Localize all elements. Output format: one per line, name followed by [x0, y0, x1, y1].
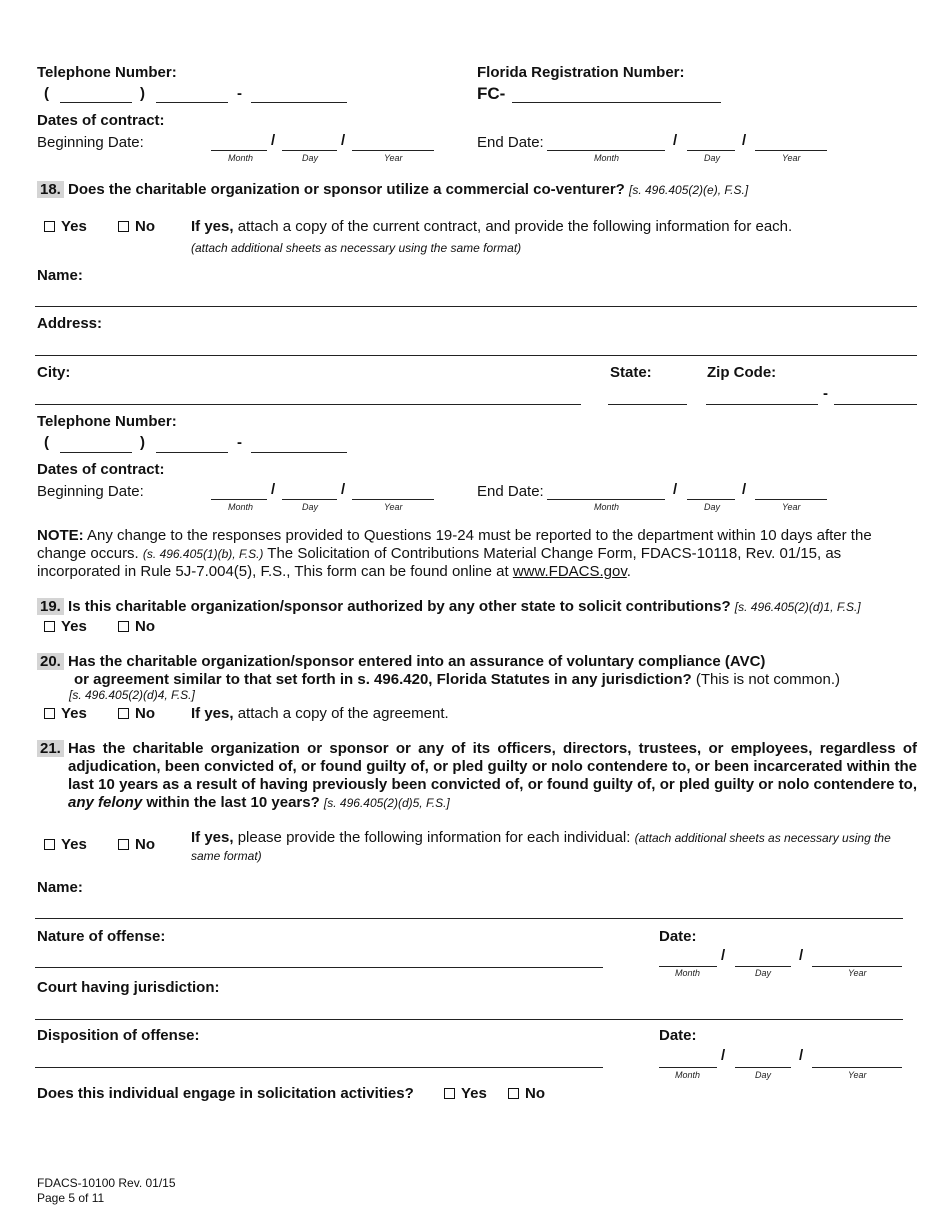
q18-zip4-field[interactable]: [834, 404, 917, 405]
year-caption: Year: [782, 153, 801, 163]
q21-ifyes-note: (attach additional sheets as necessary using the same format): [191, 831, 891, 863]
registration-number-field[interactable]: [512, 102, 721, 103]
q18-telephone-label: Telephone Number:: [37, 413, 177, 430]
month-caption: Month: [228, 153, 254, 163]
q21-number-badge: [37, 740, 64, 757]
open-paren: (: [44, 434, 49, 451]
dash: -: [237, 85, 242, 102]
slash: /: [742, 481, 747, 498]
slash: /: [673, 481, 678, 498]
q18-ifyes-bold: If yes,: [191, 218, 234, 235]
slash: /: [742, 132, 747, 149]
telephone-label: Telephone Number:: [37, 64, 177, 81]
q20-extra: (This is not common.): [691, 671, 841, 688]
dash: -: [823, 385, 828, 402]
year-caption: Year: [848, 1070, 867, 1080]
q18-dates-label: Dates of contract:: [37, 461, 165, 478]
q18-begin-year-field[interactable]: [352, 499, 434, 500]
q18-city-field[interactable]: [35, 404, 581, 405]
checkbox-icon[interactable]: [44, 621, 55, 632]
begin-day-field[interactable]: [282, 150, 337, 151]
q18-no-label: No: [135, 218, 155, 235]
q18-ifyes: [191, 218, 792, 235]
q21-disposition-day-field[interactable]: [735, 1067, 791, 1068]
q20-question-line1: [37, 653, 765, 670]
q20-ifyes-bold: If yes,: [191, 705, 234, 722]
q18-end-year-field[interactable]: [755, 499, 827, 500]
fc-prefix: FC-: [477, 84, 506, 103]
q21-offense-year-field[interactable]: [812, 966, 902, 967]
q20-question-line2: [74, 671, 840, 688]
q21-disposition-label: Disposition of offense:: [37, 1027, 200, 1044]
day-caption: Day: [302, 153, 319, 163]
q18-ifyes-text: attach a copy of the current contract, and provide the following information for each.: [233, 218, 793, 235]
checkbox-icon[interactable]: [118, 708, 129, 719]
checkbox-icon[interactable]: [118, 221, 129, 232]
slash: /: [721, 947, 726, 964]
q19-question: [37, 598, 861, 615]
year-caption: Year: [848, 968, 867, 978]
q20-yes-label: Yes: [61, 705, 87, 722]
q21-ifyes-bold: If yes,: [191, 829, 234, 846]
q21-number: 21.: [37, 740, 64, 757]
fdacs-link[interactable]: www.FDACS.gov: [512, 563, 627, 580]
slash: /: [799, 1047, 804, 1064]
area-code-field[interactable]: [60, 102, 132, 103]
end-date-label: End Date:: [477, 134, 544, 151]
q21-yes-option[interactable]: [44, 836, 87, 853]
q21-sol-yes-option[interactable]: [444, 1085, 487, 1102]
day-caption: Day: [302, 502, 319, 512]
q21-sol-no-label: No: [525, 1085, 545, 1102]
footer-page-number: Page 5 of 11: [37, 1191, 105, 1205]
q21-text: within the last 10 years?: [142, 794, 320, 811]
year-caption: Year: [782, 502, 801, 512]
q21-disposition-field[interactable]: [35, 1067, 603, 1068]
q18-no-option[interactable]: [118, 218, 155, 235]
note-end: .: [626, 563, 631, 580]
registration-label: Florida Registration Number:: [477, 64, 685, 81]
q21-question: [68, 740, 917, 812]
q18-area-code-field[interactable]: [60, 452, 132, 453]
q21-solicitation-question: Does this individual engage in solicitation activities?: [37, 1085, 414, 1102]
slash: /: [673, 132, 678, 149]
checkbox-icon[interactable]: [508, 1088, 519, 1099]
q21-no-label: No: [135, 836, 155, 853]
q18-name-label: Name:: [37, 267, 83, 284]
q21-ifyes: [191, 829, 917, 865]
q21-name-label: Name:: [37, 879, 83, 896]
checkbox-icon[interactable]: [44, 708, 55, 719]
q21-court-field[interactable]: [35, 1019, 903, 1020]
q20-yes-option[interactable]: [44, 705, 87, 722]
day-caption: Day: [755, 1070, 772, 1080]
checkbox-icon[interactable]: [44, 221, 55, 232]
q20-ifyes: [191, 705, 449, 722]
close-paren: ): [140, 85, 145, 102]
q18-begin-day-field[interactable]: [282, 499, 337, 500]
checkbox-icon[interactable]: [118, 839, 129, 850]
slash: /: [341, 132, 346, 149]
q18-text: Does the charitable organization or sponsor utilize a commercial co-venturer?: [68, 181, 625, 198]
q18-phone-prefix-field[interactable]: [156, 452, 228, 453]
q18-address-label: Address:: [37, 315, 103, 332]
dates-of-contract-label: Dates of contract:: [37, 112, 165, 129]
q18-yes-label: Yes: [61, 218, 87, 235]
note-paragraph: [37, 527, 917, 581]
q18-state-field[interactable]: [608, 404, 687, 405]
q18-end-month-field[interactable]: [547, 499, 665, 500]
q20-text: Has the charitable organization/sponsor entered into an assurance of voluntary compliance (AVC): [68, 653, 766, 670]
note-text: The Solicitation of Contributions Material Change Form, FDACS-10118, Rev. 01/15, as incorporated in Rule 5J-7.004(5), F.S., This form can be found online at: [37, 545, 842, 580]
q21-emphasis: any felony: [68, 794, 143, 811]
q20-number: 20.: [37, 653, 64, 670]
slash: /: [271, 132, 276, 149]
q21-yes-label: Yes: [61, 836, 87, 853]
slash: /: [271, 481, 276, 498]
day-caption: Day: [704, 153, 721, 163]
q18-zip-label: Zip Code:: [707, 364, 777, 381]
q19-no-label: No: [135, 618, 155, 635]
day-caption: Day: [704, 502, 721, 512]
q20-ifyes-text: attach a copy of the agreement.: [233, 705, 449, 722]
q18-beginning-label: Beginning Date:: [37, 483, 144, 500]
q18-phone-line-field[interactable]: [251, 452, 347, 453]
month-caption: Month: [594, 502, 620, 512]
month-caption: Month: [675, 1070, 701, 1080]
phone-prefix-field[interactable]: [156, 102, 228, 103]
q20-text: or agreement similar to that set forth in s. 496.420, Florida Statutes in any jurisdiction?: [74, 671, 692, 688]
year-caption: Year: [384, 502, 403, 512]
q20-no-label: No: [135, 705, 155, 722]
open-paren: (: [44, 85, 49, 102]
end-day-field[interactable]: [687, 150, 735, 151]
q19-yes-label: Yes: [61, 618, 87, 635]
q20-no-option[interactable]: [118, 705, 155, 722]
q19-citation: [s. 496.405(2)(d)1, F.S.]: [734, 600, 861, 614]
q18-end-day-field[interactable]: [687, 499, 735, 500]
q18-address-field[interactable]: [35, 355, 917, 356]
q18-begin-month-field[interactable]: [211, 499, 267, 500]
begin-month-field[interactable]: [211, 150, 267, 151]
end-year-field[interactable]: [755, 150, 827, 151]
q18-zip-field[interactable]: [706, 404, 818, 405]
month-caption: Month: [228, 502, 254, 512]
begin-year-field[interactable]: [352, 150, 434, 151]
q18-city-label: City:: [37, 364, 71, 381]
q21-no-option[interactable]: [118, 836, 155, 853]
slash: /: [341, 481, 346, 498]
q18-number: 18.: [37, 181, 64, 198]
q18-citation: [s. 496.405(2)(e), F.S.]: [629, 183, 749, 197]
q19-text: Is this charitable organization/sponsor authorized by any other state to solicit contributions?: [68, 598, 731, 615]
q21-sol-yes-label: Yes: [461, 1085, 487, 1102]
note-text: Any change to the responses provided to Questions 19-24 must be reported to the department within 10 days after the change occurs.: [37, 527, 872, 562]
q21-text: Has the charitable organization or sponsor or any of its officers, directors, trustees, or employees, regardless of adjudication, been convicted of, or found guilty of, or pled guilty or nolo contendere to, or been incarcerated within the last 10 years as a result of having previously been convicted of, or found guilty of, or pled guilty or nolo contendere to,: [68, 740, 917, 793]
q21-ifyes-text: please provide the following information for each individual:: [233, 829, 631, 846]
month-caption: Month: [675, 968, 701, 978]
q18-end-label: End Date:: [477, 483, 544, 500]
q18-name-field[interactable]: [35, 306, 917, 307]
q19-no-option[interactable]: [118, 618, 155, 635]
q21-name-field[interactable]: [35, 918, 903, 919]
q19-number: 19.: [37, 598, 64, 615]
slash: /: [721, 1047, 726, 1064]
slash: /: [799, 947, 804, 964]
note-citation: (s. 496.405(1)(b), F.S.): [142, 547, 264, 561]
close-paren: ): [140, 434, 145, 451]
q21-disposition-month-field[interactable]: [659, 1067, 717, 1068]
checkbox-icon[interactable]: [44, 839, 55, 850]
q18-ifyes-note: (attach additional sheets as necessary using the same format): [191, 241, 522, 255]
footer-form-id: FDACS-10100 Rev. 01/15: [37, 1176, 176, 1190]
end-month-field[interactable]: [547, 150, 665, 151]
note-label: NOTE:: [37, 527, 84, 544]
year-caption: Year: [384, 153, 403, 163]
q21-disposition-year-field[interactable]: [812, 1067, 902, 1068]
q21-sol-no-option[interactable]: [508, 1085, 545, 1102]
phone-line-field[interactable]: [251, 102, 347, 103]
q18-yes-option[interactable]: [44, 218, 87, 235]
q21-offense-month-field[interactable]: [659, 966, 717, 967]
q21-offense-label: Nature of offense:: [37, 928, 166, 945]
q21-date2-label: Date:: [659, 1027, 697, 1044]
q21-offense-day-field[interactable]: [735, 966, 791, 967]
month-caption: Month: [594, 153, 620, 163]
checkbox-icon[interactable]: [118, 621, 129, 632]
checkbox-icon[interactable]: [444, 1088, 455, 1099]
q18-state-label: State:: [610, 364, 652, 381]
dash: -: [237, 434, 242, 451]
q19-yes-option[interactable]: [44, 618, 87, 635]
day-caption: Day: [755, 968, 772, 978]
beginning-date-label: Beginning Date:: [37, 134, 144, 151]
q21-offense-field[interactable]: [35, 967, 603, 968]
q18-question: [37, 181, 748, 198]
q21-court-label: Court having jurisdiction:: [37, 979, 220, 996]
q21-date-label: Date:: [659, 928, 697, 945]
q20-citation: [s. 496.405(2)(d)4, F.S.]: [69, 688, 195, 702]
q21-citation: [s. 496.405(2)(d)5, F.S.]: [323, 796, 450, 810]
